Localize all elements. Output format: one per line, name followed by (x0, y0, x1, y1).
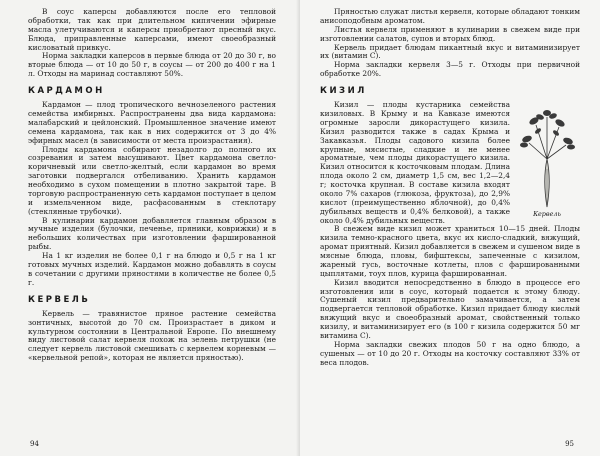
chervil-use-paragraph-4: Норма закладки кервеля 3—5 г. Отходы при первичной обработке 20%. (320, 60, 580, 79)
chervil-figure (514, 103, 580, 221)
chervil-use-paragraph-1: Пряностью служат листья кервеля, которые обладают тонким анисоподобным ароматом. (320, 7, 580, 25)
right-page-number: 95 (565, 440, 574, 448)
chervil-plant-icon (514, 103, 580, 211)
cardamom-paragraph-3: В кулинарии кардамон добавляется главным образом в мучные изделия (булочки, печенье, пряники, коврижки) и в небольших количествах при изготовлении фаршированной рыбы. (28, 215, 276, 252)
right-page-text-column (320, 8, 580, 367)
cardamom-heading: КАРДАМОН (28, 86, 105, 96)
cardamom-paragraph-4: На 1 кг изделия не более 0,1 г на блюдо и 0,5 г на 1 кг готовых мучных изделий. Кардамон можно добавлять в соусы в сочетании с другими пряностями в количестве не более 0,5 г. (28, 251, 276, 287)
cornel-paragraph-4: Норма закладки свежих плодов 50 г на одно блюдо, а сушеных — от 10 до 20 г. Отходы на косточку составляют 33% от веса плодов. (320, 339, 580, 367)
capers-paragraph-2: Норма закладки каперсов в первые блюда от 20 до 30 г, во вторые блюда — от 10 до 50 г, в соусы — от 200 до 400 г на 1 л. Отходы на маринад составляют 50%. (28, 51, 276, 79)
cornel-paragraph-3: Кизил вводится непосредственно в блюдо в процессе его изготовления или в соус, который подается к этому блюду. Сушеный кизил предварительно замачивается, а затем подвергается тепловой обработке. Кизил придает блюду кислый вяжущий вкус и своеобразный аромат, свойственный только кизилу, и витаминизирует его (в 100 г кизила содержится 50 мг витамина С). (320, 277, 580, 340)
left-page-text-column (28, 8, 276, 363)
chervil-use-paragraph-2: Листья кервеля применяют в кулинарии в свежем виде при изготовлении салатов, супов и вторых блюд. (320, 24, 580, 43)
cornel-heading: КИЗИЛ (320, 86, 367, 96)
cornel-paragraph-1: Кизил — плоды кустарника семейства кизиловых. В Крыму и на Кавказе имеются огромные заросли дикорастущего кизила. Кизил разводится также в садах Крыма и Закавказья. Плоды садового кизила более крупные, мясистые, сладкие и не менее ароматные, чем плоды дикорастущего кизила. Кизил относится к косточковым плодам. Длина плода около 2 см, диаметр 1,5 см, вес 1,2—2,4 г; косточка крупная. В составе кизила входят около 7% сахаров (глюкоза, фруктоза), до 2,9% кислот (преимущественно яблочной), до 0,4% дубильных веществ и 0,4% белковой), а также около 0,4% дубильных веществ. (320, 100, 510, 225)
cornel-paragraph-2: В свежем виде кизил может храниться 10—15 дней. Плоды кизила темно-красного цвета, вкус их кисло-сладкий, вяжущий, аромат приятный. Кизил добавляется в свежем и сушеном виде в мясные блюда, пловы, бифштексы, запеченные с кизилом, жареный гусь, восточные котлеты, плов с фаршированными цыплятами, тоух плов, курица фаршированная. (320, 224, 580, 278)
figure-caption: Кервель (533, 210, 561, 219)
chervil-paragraph-1: Кервель — травянистое пряное растение семейства зонтичных, высотой до 70 см. Произрастает в диком и культурном состоянии в Центральной Европе. По внешнему виду листовой салат кервеля похож на зелень петрушки (не следует кервель листовой смешивать с кервелем корневым — «кервельной репой», которая не является пряностью). (28, 308, 276, 363)
cardamom-paragraph-2: Плоды кардамона собирают незадолго до полного их созревания и затем высушивают. Цвет кардамона светло-коричневый или светло-желтый, если кардамон во время заготовки подвергался отбеливанию. Хранить кардамон необходимо в сухом помещении в плотно закрытой таре. В торговую распространенную сеть кардамон поступает в целом и измельченном виде, расфасованным в стеклотару (стеклянные трубочки). (28, 144, 276, 216)
left-page-number: 94 (30, 440, 39, 448)
capers-paragraph-1: В соус каперсы добавляются после его тепловой обработки, так как при длительном кипячении эфирные масла улетучиваются и каперсы приобретают пресный вкус. Блюда, приправленные каперсами, имеют своеобразный кисловатый привкус. (28, 7, 276, 52)
cardamom-paragraph-1: Кардамон — плод тропического вечнозеленого растения семейства имбирных. Распространены два вида кардамона: малабарский и цейлонский. Промышленное значение имеют семена кардамона, так как в них содержится от 3 до 4% эфирных масел (в зависимости от места произрастания). (28, 100, 276, 145)
chervil-heading: КЕРВЕЛЬ (28, 294, 91, 305)
chervil-use-paragraph-3: Кервель придает блюдам пикантный вкус и витаминизирует их (витамин С). (320, 42, 580, 61)
right-page (300, 0, 600, 456)
